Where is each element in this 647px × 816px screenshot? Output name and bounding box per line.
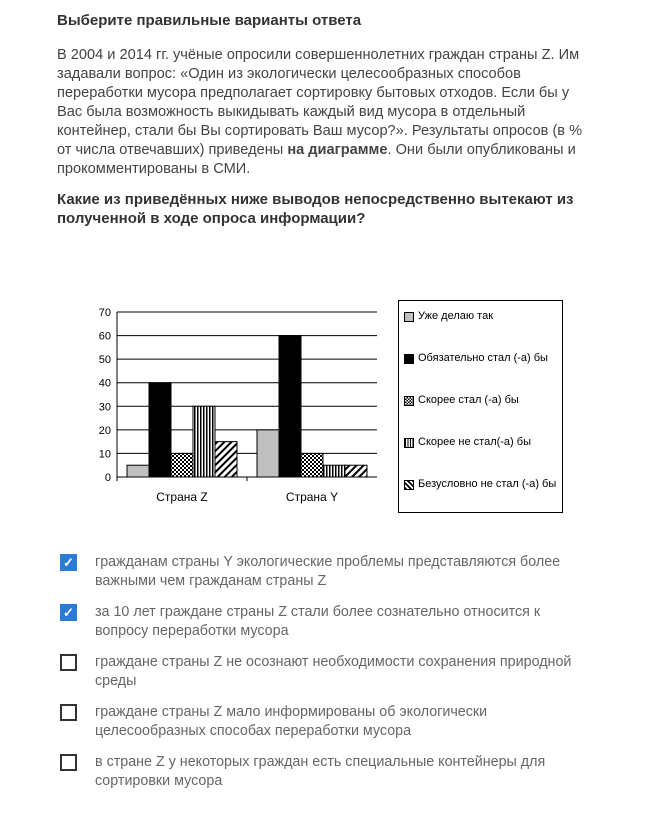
checkbox-unchecked[interactable] xyxy=(60,654,77,671)
option-text: гражданам страны Y экологические проблемы представляются более важными чем гражданам страны Z xyxy=(95,554,561,589)
bar-diagonal xyxy=(345,465,367,477)
intro-end: . Они были опубликованы и прокомментированы в СМИ. xyxy=(57,142,576,177)
intro-paragraph xyxy=(57,46,597,179)
answer-option[interactable] xyxy=(60,753,590,790)
checkbox-checked[interactable]: ✓ xyxy=(60,604,77,621)
legend-label: Уже делаю так xyxy=(418,310,494,322)
option-text: в стране Z у некоторых граждан есть специальные контейнеры для сортировки мусора xyxy=(95,754,546,789)
legend-label: Скорее не стал(-а) бы xyxy=(418,436,531,448)
x-category-label: Страна Y xyxy=(285,490,339,504)
legend-label: Безусловно не стал (-а) бы xyxy=(418,478,557,490)
chart-legend xyxy=(398,300,563,513)
y-tick-label: 60 xyxy=(98,330,111,343)
legend-item xyxy=(404,309,559,323)
bar-black xyxy=(279,336,301,477)
legend-label: Обязательно стал (-а) бы xyxy=(418,352,548,364)
legend-item xyxy=(404,393,559,407)
y-tick-label: 40 xyxy=(98,377,111,390)
bar-vertical xyxy=(193,406,215,477)
y-tick-label: 10 xyxy=(98,448,111,461)
y-tick-label: 30 xyxy=(98,401,111,414)
y-tick-label: 0 xyxy=(104,472,111,484)
bar-checker xyxy=(301,453,323,477)
legend-swatch-vertical xyxy=(404,438,414,448)
legend-swatch-gray xyxy=(404,312,414,322)
legend-item xyxy=(404,435,559,449)
answer-option[interactable] xyxy=(60,703,590,740)
bar-diagonal xyxy=(215,442,237,477)
bar-chart xyxy=(80,295,400,520)
x-category-label: Страна Z xyxy=(156,490,208,504)
legend-swatch-checker xyxy=(404,396,414,406)
checkbox-checked[interactable]: ✓ xyxy=(60,554,77,571)
page-heading: Выберите правильные варианты ответа xyxy=(57,12,362,29)
answer-option[interactable] xyxy=(60,653,590,690)
bar-gray xyxy=(127,465,149,477)
answer-option[interactable] xyxy=(60,553,590,590)
option-text: граждане страны Z не осознают необходимости сохранения природной среды xyxy=(95,654,572,689)
question-text: Какие из приведённых ниже выводов непосредственно вытекают из полученной в ходе опроса информации? xyxy=(57,191,574,227)
bar-black xyxy=(149,383,171,477)
legend-item xyxy=(404,351,559,365)
legend-item xyxy=(404,477,559,491)
legend-label: Скорее стал (-а) бы xyxy=(418,394,519,406)
option-text: граждане страны Z мало информированы об экологически целесообразных способах переработки мусора xyxy=(95,704,488,739)
checkbox-unchecked[interactable] xyxy=(60,704,77,721)
y-tick-label: 50 xyxy=(98,354,111,367)
answer-option[interactable] xyxy=(60,603,590,640)
bar-checker xyxy=(171,453,193,477)
checkbox-unchecked[interactable] xyxy=(60,754,77,771)
bar-vertical xyxy=(323,465,345,477)
intro-text: В 2004 и 2014 гг. учёные опросили совершеннолетних граждан страны Z. Им задавали вопрос: «Один из экологически целесообразных способов переработки мусора предполагает сортировку бытовых отходов. Если бы у Вас была возможность выкидывать каждый вид мусора в отдельный контейнер, стали бы Вы сортировать Ваш мусор?». Результаты опросов (в % от числа отвечавших) приведены xyxy=(57,47,583,158)
legend-swatch-black xyxy=(404,354,414,364)
legend-swatch-diagonal xyxy=(404,480,414,490)
intro-bold: на диаграмме xyxy=(287,142,388,158)
bar-gray xyxy=(257,430,279,477)
y-tick-label: 20 xyxy=(98,424,111,437)
y-tick-label: 70 xyxy=(98,307,111,319)
option-text: за 10 лет граждане страны Z стали более сознательно относится к вопросу переработки мусора xyxy=(95,604,541,639)
